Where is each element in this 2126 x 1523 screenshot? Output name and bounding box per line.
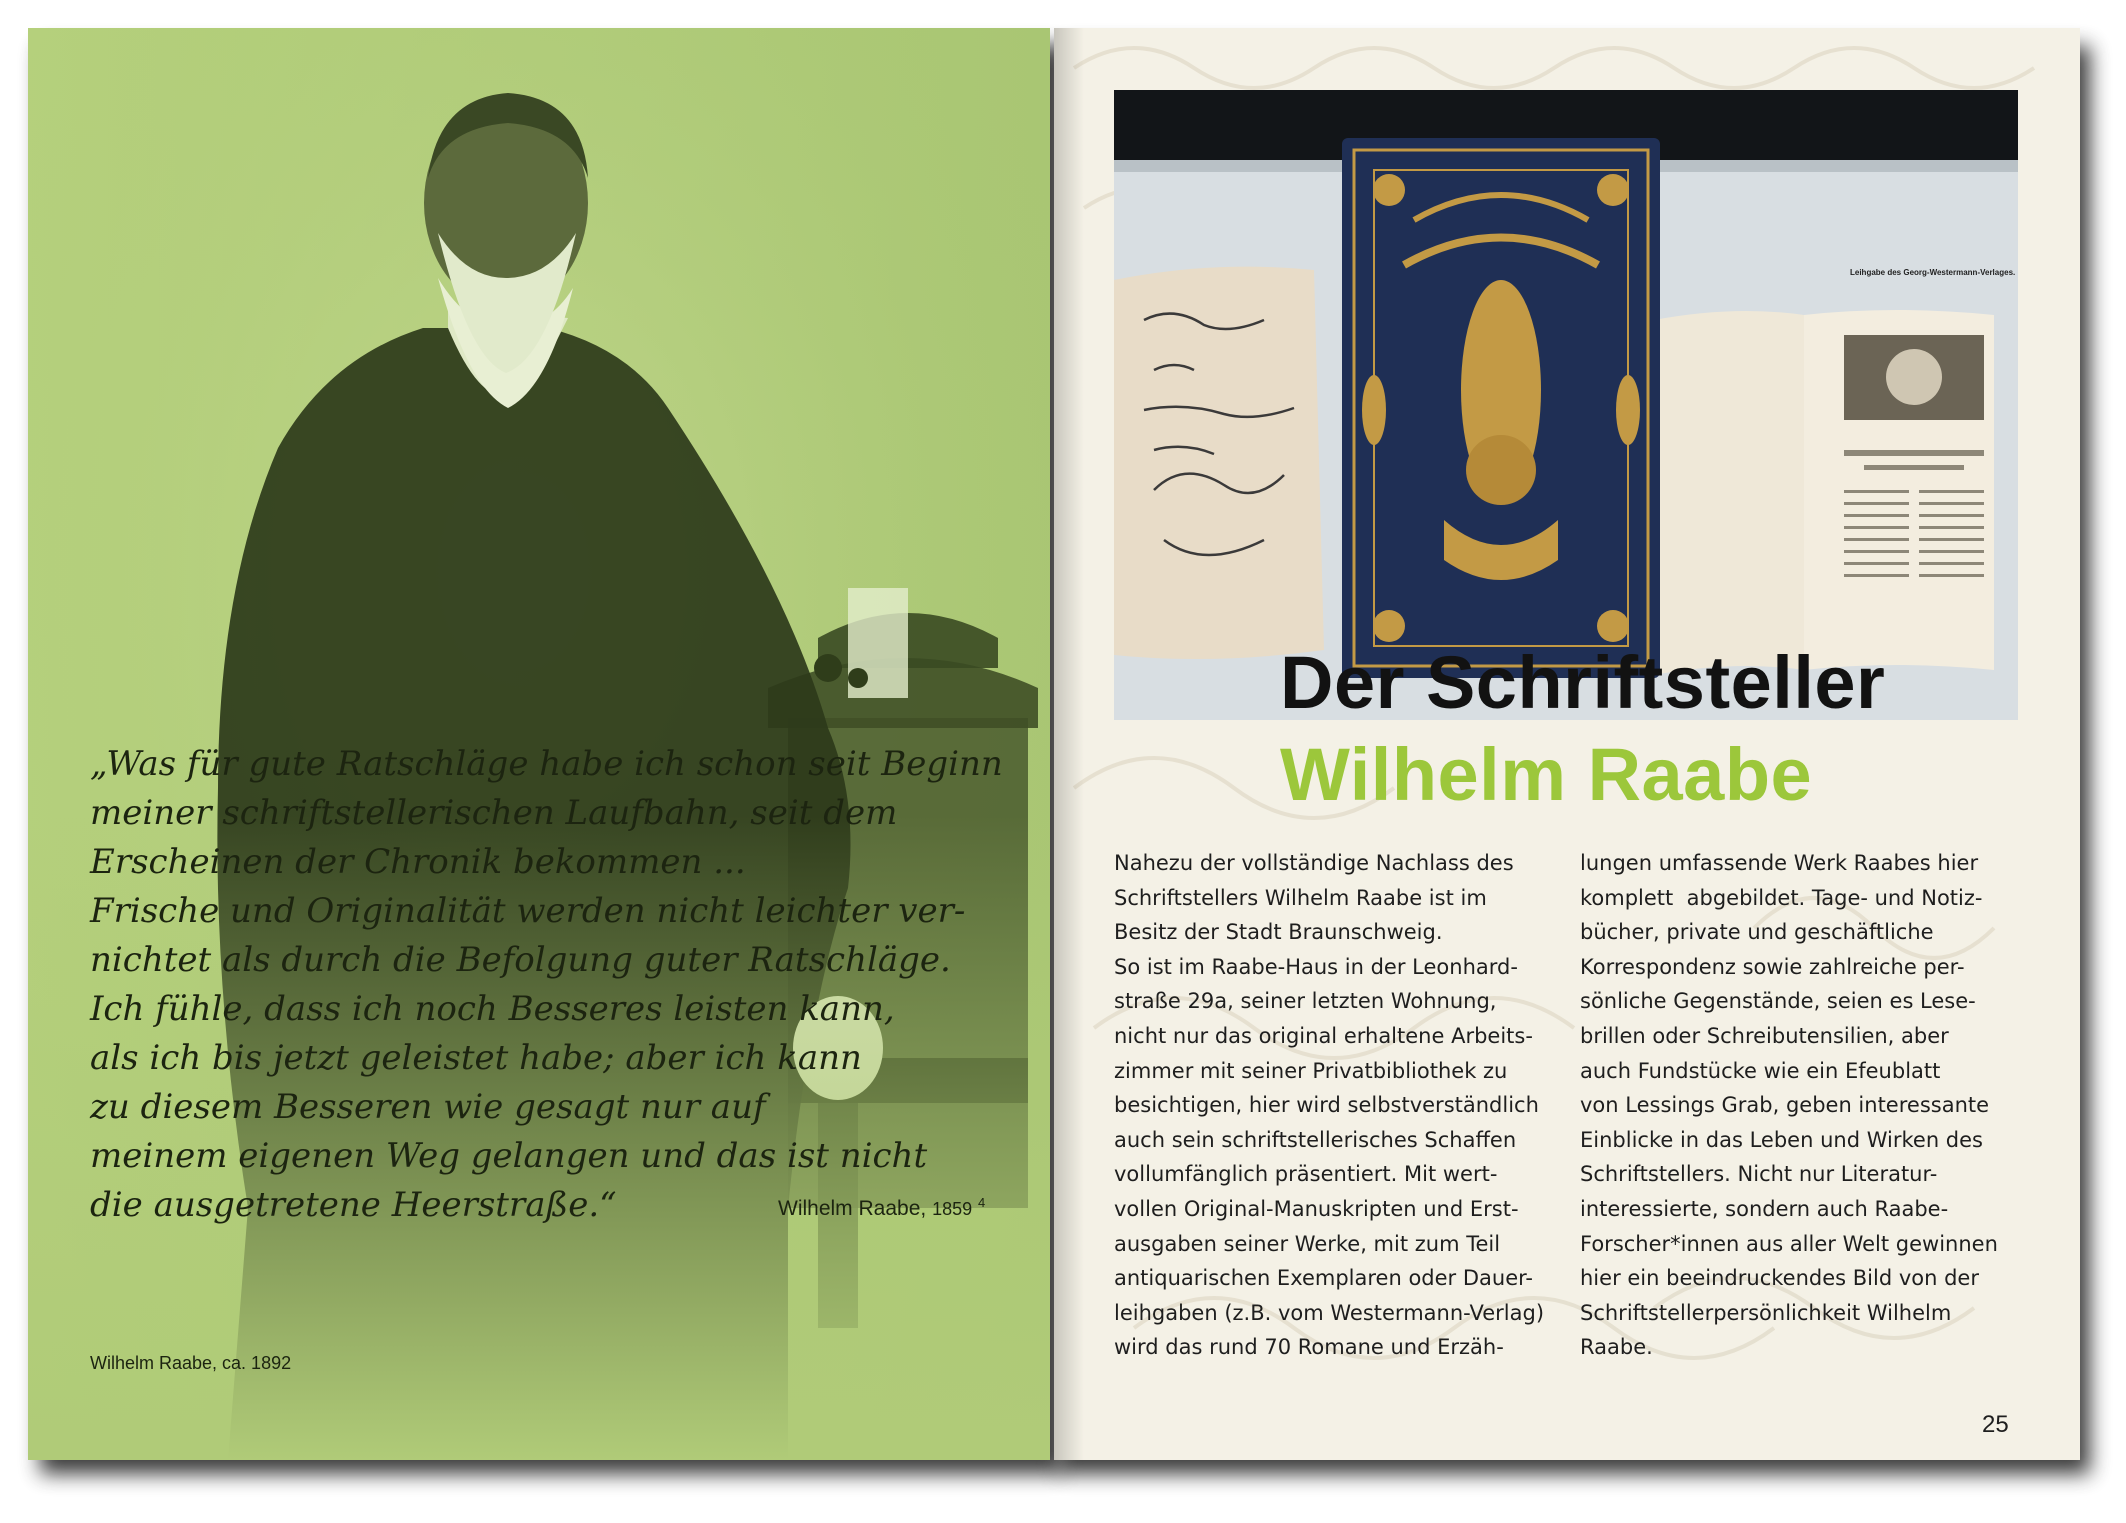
page-number: 25	[1982, 1411, 2009, 1438]
right-page	[1054, 28, 2080, 1460]
raabe-quote: „Was für gute Ratschläge habe ich schon seit Beginn meiner schriftstellerischen Laufbahn, seit dem Erscheinen der Chronik bekommen ... Frische und Originalität werden nicht leichter ver- nichtet als durch die Befolgung guter Ratschläge. Ich fühle, dass ich noch Besseres leisten kann, als ich bis jetzt geleistet habe; aber ich kann zu diesem Besseren wie gesagt nur auf meinem eigenen Weg gelangen und das ist nicht die ausgetretene Heerstraße.“	[90, 744, 1003, 1225]
title-line-1: Der Schriftsteller	[1280, 641, 1886, 724]
title-line-2: Wilhelm Raabe	[1280, 733, 1813, 816]
body-column-1: Nahezu der vollständige Nachlass des Schriftstellers Wilhelm Raabe ist im Besitz der Stadt Braunschweig. So ist im Raabe-Haus in der Leonhard- straße 29a, seiner letzten Wohnung, nicht nur das original erhaltene Arbeits- zimmer mit seiner Privatbibliothek zu besichtigen, hier wird selbstverständlich auch sein schriftstellerisches Schaffen vollumfänglich präsentiert. Mit wert- vollen Original-Manuskripten und Erst- ausgaben seiner Werke, mit zum Teil antiquarischen Exemplaren oder Dauer- leihgaben (z.B. vom Westermann-Verlag) wird das rund 70 Romane und Erzäh-	[1114, 851, 1545, 1360]
book-exhibit-photo	[1114, 90, 2018, 720]
image-credit: Leihgabe des Georg-Westermann-Verlages.	[1850, 268, 2016, 277]
body-column-2: lungen umfassende Werk Raabes hier komplett abgebildet. Tage- und Notiz- bücher, private und geschäftliche Korrespondenz sowie zahlreiche per- sönliche Gegenstände, seien es Lese- brillen oder Schreibutensilien, aber auch Fundstücke wie ein Efeublatt von Lessings Grab, geben interessante Einblicke in das Leben und Wirken des Schriftstellers. Nicht nur Literatur- interessierte, sondern auch Raabe- Forscher*innen aus aller Welt gewinnen hier ein beeindruckendes Bild von der Schriftstellerpersönlichkeit Wilhelm Raabe.	[1580, 851, 1998, 1360]
quote-attribution: Wilhelm Raabe, 1859 $^4$	[778, 1195, 986, 1220]
left-page	[28, 28, 1050, 1460]
photo-caption: Wilhelm Raabe, ca. 1892	[90, 1353, 292, 1373]
page-fold-shading	[1054, 28, 1084, 1460]
footnote-marker: 4	[977, 1195, 986, 1210]
